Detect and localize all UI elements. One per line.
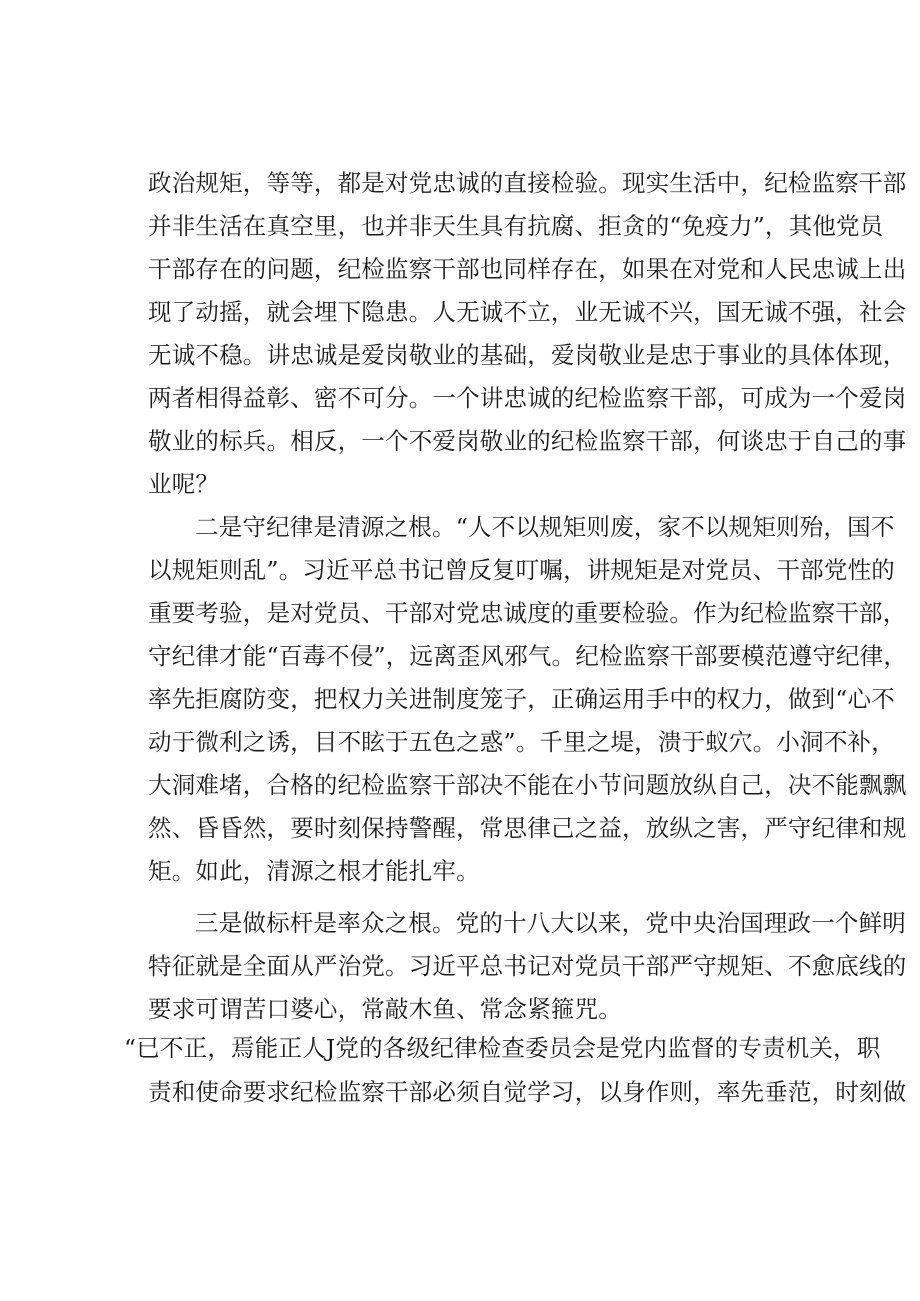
body-text-line: 现了动摇，就会埋下隐患。人无诚不立，业无诚不兴，国无诚不强，社会 — [148, 298, 907, 326]
body-text-line: 并非生活在真空里，也并非天生具有抗腐、拒贪的“免疫力”，其他党员 — [148, 212, 884, 240]
quote-line: “已不正，焉能正人J党的各级纪律检查委员会是党内监督的专责机关，职 — [124, 1034, 881, 1062]
body-text-line: 大洞难堵，合格的纪检监察干部决不能在小节问题放纵自己，决不能飘飘 — [148, 771, 907, 799]
body-text-line: 然、昏昏然，要时刻保持警醒，常思律己之益，放纵之害，严守纪律和规 — [148, 814, 907, 842]
body-text-line: 动于微利之诱，目不眩于五色之惑”。千里之堤，溃于蚁穴。小洞不补， — [148, 728, 895, 756]
body-text-line: 敬业的标兵。相反，一个不爱岗敬业的纪检监察干部，何谈忠于自己的事 — [148, 427, 907, 455]
body-text-line: 以规矩则乱”。习近平总书记曾反复叮嘱，讲规矩是对党员、干部党性的 — [148, 556, 895, 584]
body-text-line: 政治规矩，等等，都是对党忠诚的直接检验。现实生活中，纪检监察干部 — [148, 169, 907, 197]
body-text-line: 矩。如此，清源之根才能扎牢。 — [148, 857, 480, 885]
body-text-line: 重要考验，是对党员、干部对党忠诚度的重要检验。作为纪检监察干部， — [148, 599, 907, 627]
paragraph-first-line: 三是做标杆是率众之根。党的十八大以来，党中央治国理政一个鲜明 — [195, 909, 906, 937]
body-text-line: 无诚不稳。讲忠诚是爱岗敬业的基础，爱岗敬业是忠于事业的具体体现， — [148, 341, 907, 369]
body-text-line: 业呢？ — [148, 470, 220, 498]
body-text-line: 要求可谓苦口婆心，常敲木鱼、常念紧箍咒。 — [148, 995, 622, 1023]
body-text-line: 率先拒腐防变，把权力关进制度笼子，正确运用手中的权力，做到“心不 — [148, 685, 895, 713]
body-text-line: 两者相得益彰、密不可分。一个讲忠诚的纪检监察干部，可成为一个爱岗 — [148, 384, 907, 412]
body-text-line: 干部存在的问题，纪检监察干部也同样存在，如果在对党和人民忠诚上出 — [148, 255, 907, 283]
paragraph-first-line: 二是守纪律是清源之根。“人不以规矩则废，家不以规矩则殆，国不 — [195, 513, 895, 541]
body-text-line: 责和使命要求纪检监察干部必须自觉学习，以身作则，率先垂范，时刻做 — [148, 1078, 907, 1106]
body-text-line: 守纪律才能“百毒不侵”，远离歪风邪气。纪检监察干部要模范遵守纪律， — [148, 642, 908, 670]
body-text-line: 特征就是全面从严治党。习近平总书记对党员干部严守规矩、不愈底线的 — [148, 952, 907, 980]
